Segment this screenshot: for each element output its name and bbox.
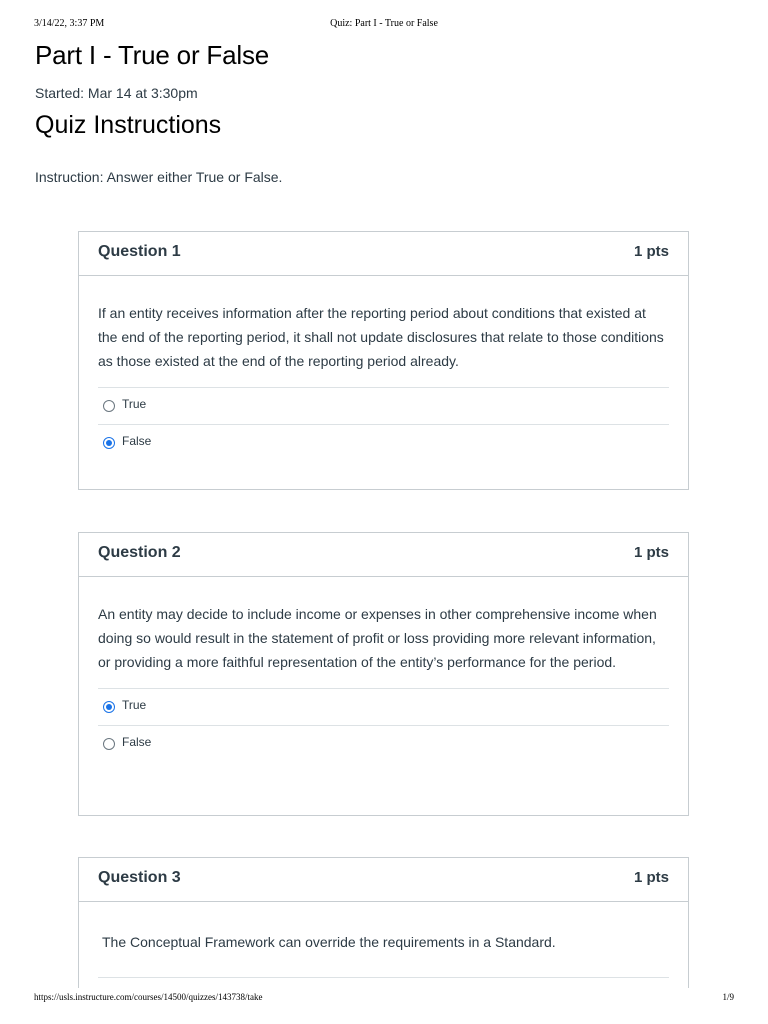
question-card-2 [78,532,689,816]
radio-button-checked[interactable] [103,701,115,713]
print-footer [34,992,734,1006]
print-document-title: Quiz: Part I - True or False [330,18,438,29]
question-points: 1 pts [633,243,669,260]
print-header [34,18,734,32]
print-url: https://usls.instructure.com/courses/14500/quizzes/143738/take [34,992,263,1002]
question-name: Question 2 [98,544,181,561]
answer-label: True [122,698,147,712]
question-body [79,276,688,461]
radio-button-unchecked[interactable] [103,400,115,412]
question-points: 1 pts [633,544,669,561]
answer-option-true[interactable] [98,387,669,424]
question-text: An entity may decide to include income or expenses in other comprehensive income when doing so would result in the statement of profit or loss providing more relevant information, or providing a more faithful representation of the entity’s performance for the period. [98,606,657,670]
question-name: Question 1 [98,243,181,260]
answer-label: False [122,735,152,749]
answer-label: True [122,397,147,411]
question-header [79,232,688,276]
question-points: 1 pts [633,869,669,886]
print-page-number: 1/9 [722,992,734,1002]
question-header [79,533,688,577]
answer-label: False [122,434,152,448]
print-date: 3/14/22, 3:37 PM [34,18,105,29]
radio-button-checked[interactable] [103,437,115,449]
question-card-1 [78,231,689,490]
quiz-started-time: Started: Mar 14 at 3:30pm [35,85,198,101]
radio-button-unchecked[interactable] [103,738,115,750]
question-body [79,577,688,762]
quiz-instruction-text: Instruction: Answer either True or False. [35,169,283,185]
quiz-title: Part I - True or False [35,40,270,70]
question-text: The Conceptual Framework can override the requirements in a Standard. [102,934,556,950]
question-text: If an entity receives information after the reporting period about conditions that existed at the end of the reporting period, it shall not update disclosures that relate to those conditions as those existed at the end of the reporting period already. [98,305,664,369]
answer-option-false[interactable] [98,424,669,461]
question-header [79,858,688,902]
answer-option-false[interactable] [98,725,669,762]
answer-option-true[interactable] [98,688,669,725]
quiz-instructions-heading: Quiz Instructions [35,111,222,139]
question-name: Question 3 [98,869,181,886]
